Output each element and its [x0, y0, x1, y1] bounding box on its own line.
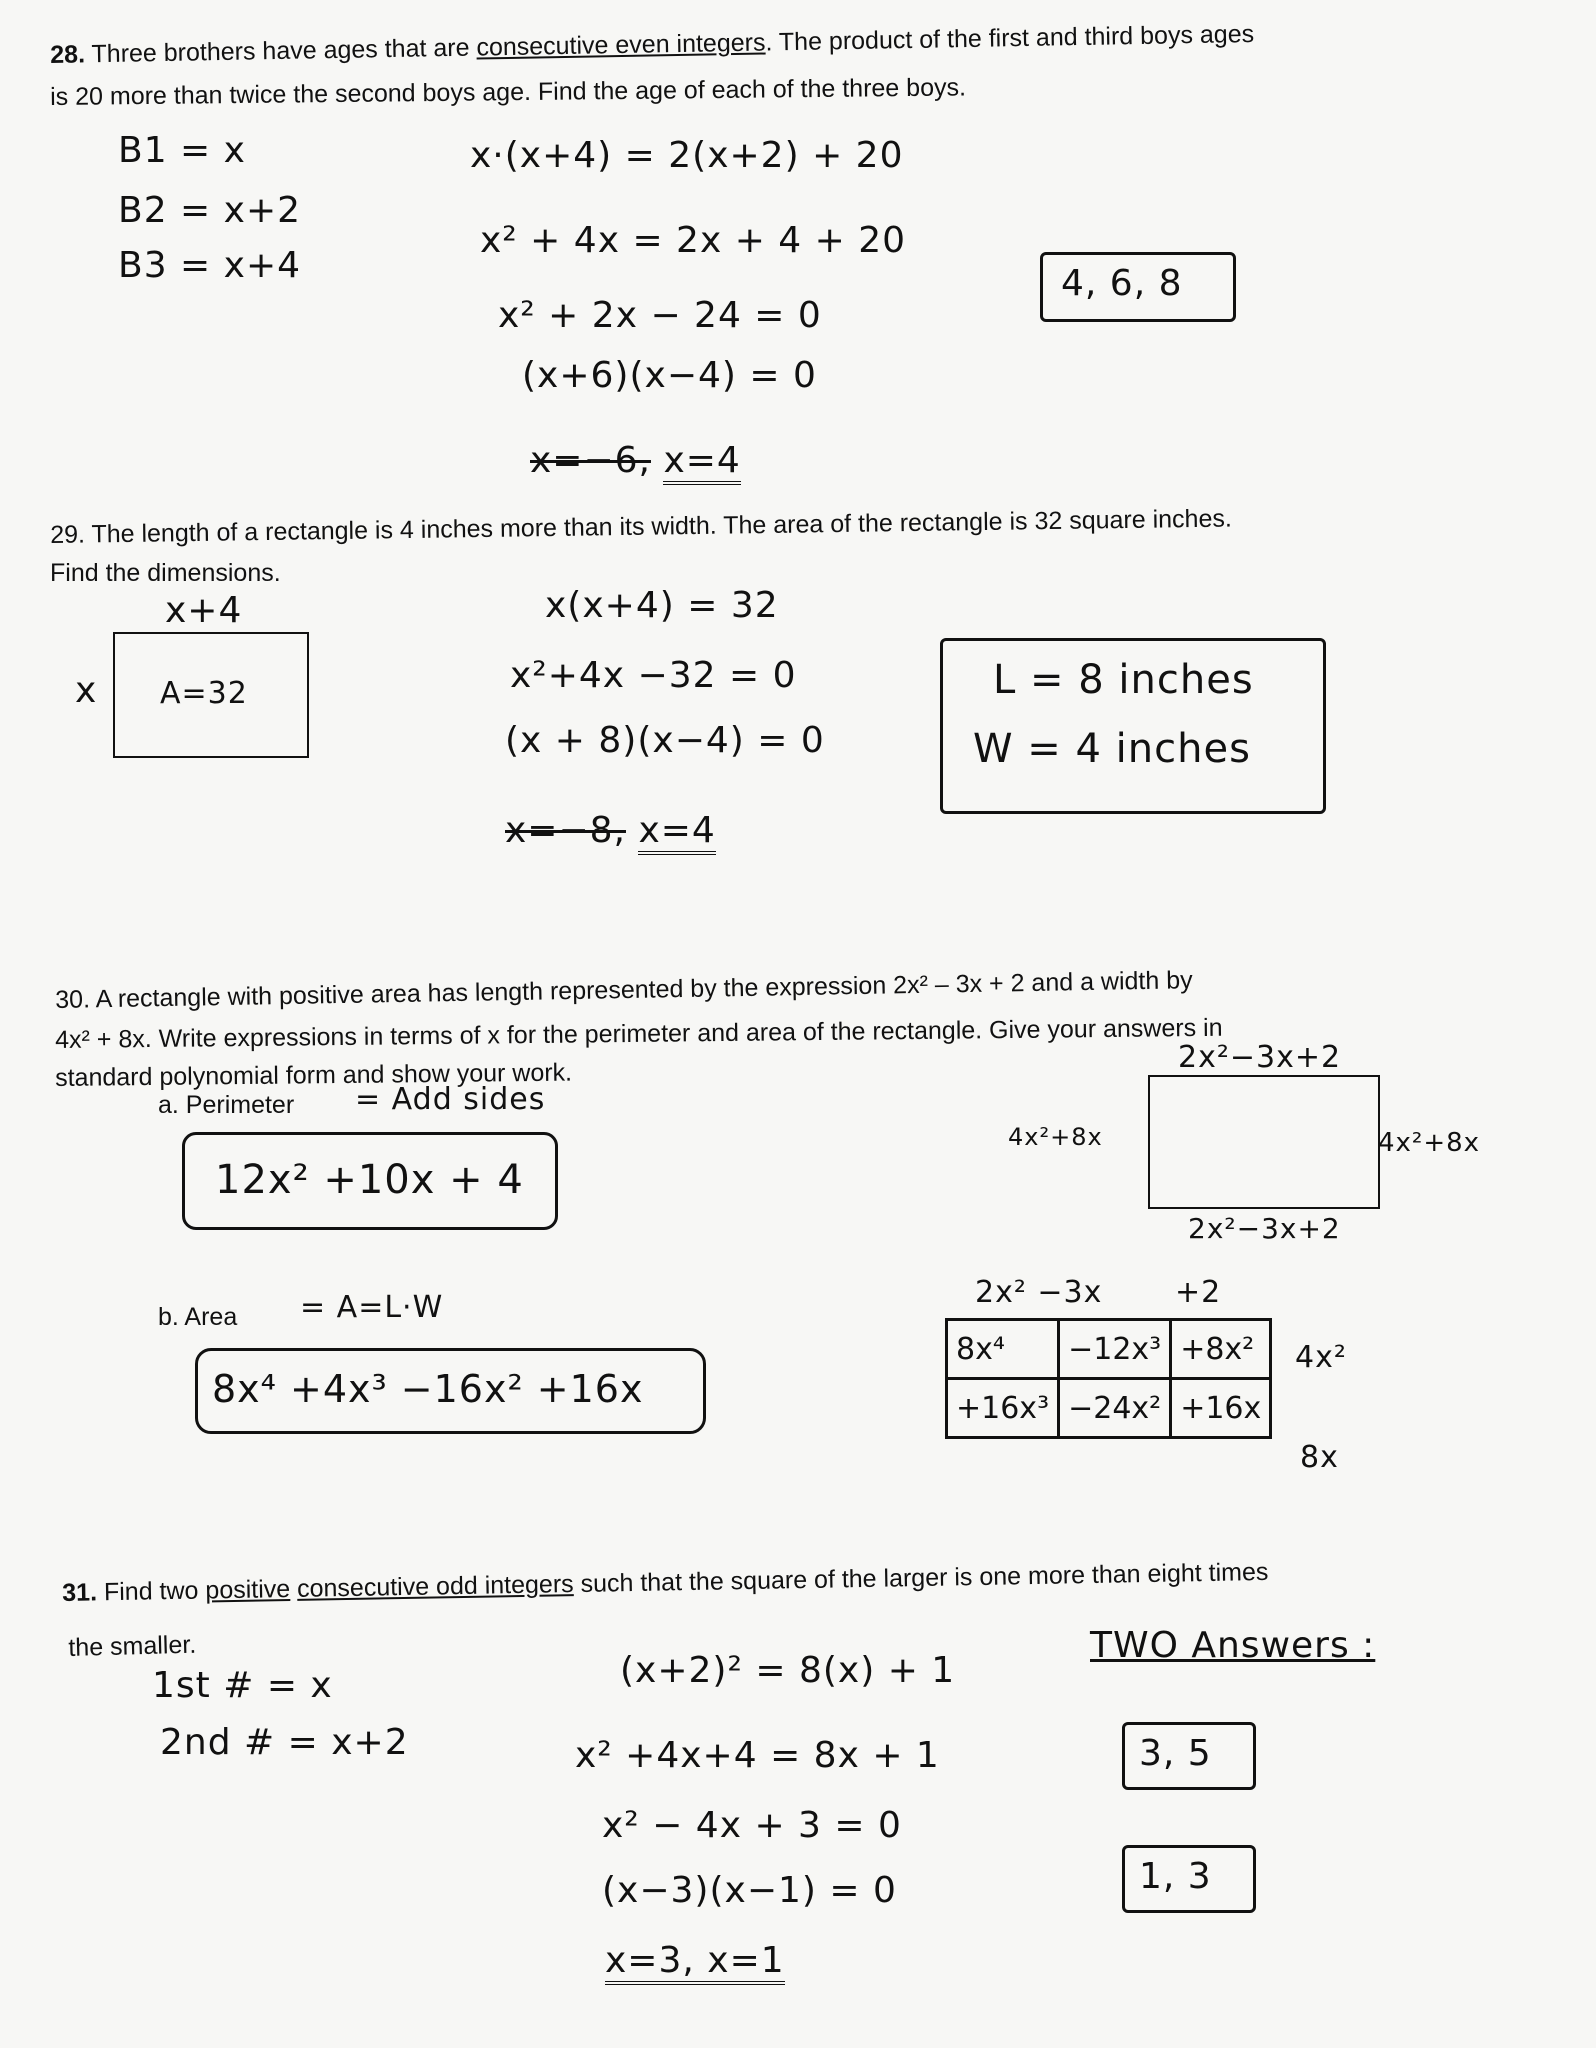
q30-grid-cell: +16x — [1171, 1379, 1271, 1438]
q28-text-b: . The product of the first and third boys ages — [765, 19, 1255, 57]
q31-answer2-box — [1122, 1845, 1256, 1913]
q31-eq1: (x+2)² = 8(x) + 1 — [620, 1650, 956, 1691]
q29-answer-box — [940, 638, 1326, 814]
q31-first: 1st # = x — [152, 1665, 333, 1706]
q29-solution — [505, 810, 716, 851]
q30-rect-top-label: 2x²−3x+2 — [1178, 1040, 1342, 1075]
q29-eq2: x²+4x −32 = 0 — [510, 655, 797, 696]
q31-solution-values: x=3, x=1 — [605, 1940, 785, 1985]
q30-prompt-line2: 4x² + 8x. Write expressions in terms of x for the perimeter and area of the rectangle. Give your answers in — [55, 1013, 1223, 1054]
q31-text-a: Find two — [103, 1576, 199, 1607]
q30-rect-left-label: 4x²+8x — [1008, 1123, 1103, 1151]
q31-two-answers-text: TWO Answers : — [1090, 1625, 1376, 1666]
q30-b-label: b. Area — [158, 1303, 238, 1331]
q30-grid-row2-factor: 8x — [1300, 1440, 1339, 1475]
q28-b2: B2 = x+2 — [118, 190, 302, 231]
q30-a-work: = Add sides — [355, 1082, 546, 1117]
q30-rect-bottom-label: 2x²−3x+2 — [1188, 1212, 1341, 1245]
q30-prompt-line1: 30. A rectangle with positive area has length represented by the expression 2x² – 3x + 2 and a width by — [55, 966, 1193, 1014]
q28-prompt-line2: is 20 more than twice the second boys age. Find the age of each of the three boys. — [50, 73, 967, 111]
q31-second: 2nd # = x+2 — [160, 1722, 409, 1763]
q28-solution — [530, 440, 741, 481]
q30-grid-header-1: 2x² −3x — [975, 1275, 1103, 1310]
q30-b-answer-box — [195, 1348, 706, 1434]
q31-text-b: such that the square of the larger is one more than eight times — [580, 1557, 1269, 1598]
q29-eq3: (x + 8)(x−4) = 0 — [505, 720, 825, 761]
q29-rect-top-label: x+4 — [165, 590, 243, 631]
q31-number: 31. — [62, 1578, 98, 1607]
q29-rect-side-label: x — [75, 670, 98, 711]
q30-a-answer: 12x² +10x + 4 — [215, 1157, 524, 1203]
q28-b3: B3 = x+4 — [118, 245, 302, 286]
q31-answer1: 3, 5 — [1139, 1733, 1212, 1774]
q31-two-answers-label — [1090, 1625, 1375, 1666]
q30-prompt-line3: standard polynomial form and show your work. — [55, 1058, 573, 1092]
q31-solution — [605, 1940, 785, 1981]
q29-answer-width: W = 4 inches — [973, 726, 1251, 772]
q28-eq3: x² + 2x − 24 = 0 — [498, 295, 822, 336]
q30-a-label: a. Perimeter — [158, 1091, 295, 1119]
q28-eq2: x² + 4x = 2x + 4 + 20 — [480, 220, 907, 261]
q28-answer: 4, 6, 8 — [1061, 263, 1183, 304]
q28-solution-accepted: x=4 — [663, 440, 740, 485]
q31-answer2: 1, 3 — [1139, 1856, 1212, 1897]
q31-prompt-line1 — [62, 1557, 1269, 1608]
q31-eq3: x² − 4x + 3 = 0 — [602, 1805, 902, 1846]
q29-prompt-line2: Find the dimensions. — [50, 559, 281, 587]
q29-rectangle — [113, 632, 309, 758]
q28-eq4: (x+6)(x−4) = 0 — [522, 355, 817, 396]
q28-answer-box — [1040, 252, 1236, 322]
q30-grid-header-2: +2 — [1175, 1275, 1222, 1310]
q30-rect-right-label: 4x²+8x — [1378, 1128, 1481, 1158]
q30-b-answer: 8x⁴ +4x³ −16x² +16x — [212, 1367, 644, 1411]
q30-grid-cell: −24x² — [1059, 1379, 1171, 1438]
q30-grid-cell: −12x³ — [1059, 1320, 1171, 1379]
q28-text-underlined: consecutive even integers — [476, 28, 766, 62]
q29-answer-length: L = 8 inches — [993, 657, 1254, 703]
q28-prompt-line1 — [50, 19, 1254, 70]
q31-eq4: (x−3)(x−1) = 0 — [602, 1870, 897, 1911]
q29-prompt-line1: 29. The length of a rectangle is 4 inches more than its width. The area of the rectangle is 32 square inches. — [50, 504, 1233, 549]
q29-solution-rejected: x=−8, — [505, 810, 626, 851]
q31-text-underlined-2: consecutive odd integers — [296, 1570, 574, 1603]
q30-area-model-grid — [945, 1318, 1272, 1439]
q28-number: 28. — [50, 40, 86, 69]
q31-answer1-box — [1122, 1722, 1256, 1790]
q29-solution-accepted: x=4 — [638, 810, 715, 855]
q29-area-label: A=32 — [160, 676, 248, 711]
q29-eq1: x(x+4) = 32 — [545, 585, 779, 626]
q30-grid-cell: +8x² — [1171, 1320, 1271, 1379]
q31-prompt-line2: the smaller. — [68, 1630, 197, 1662]
q31-text-underlined-1: positive — [205, 1575, 291, 1605]
q31-eq2: x² +4x+4 = 8x + 1 — [575, 1735, 940, 1776]
q30-b-work: = A=L·W — [300, 1290, 444, 1325]
q28-eq1: x·(x+4) = 2(x+2) + 20 — [470, 135, 904, 176]
q30-grid-cell: 8x⁴ — [947, 1320, 1059, 1379]
q30-grid-row — [947, 1379, 1271, 1438]
q30-grid-row1-factor: 4x² — [1295, 1340, 1347, 1375]
q28-solution-rejected: x=−6, — [530, 440, 651, 481]
q30-grid-row — [947, 1320, 1271, 1379]
q30-a-answer-box — [182, 1132, 558, 1230]
q28-text-a: Three brothers have ages that are — [91, 33, 470, 69]
q28-b1: B1 = x — [118, 130, 246, 171]
q30-rectangle — [1148, 1075, 1380, 1209]
q30-grid-cell: +16x³ — [947, 1379, 1059, 1438]
